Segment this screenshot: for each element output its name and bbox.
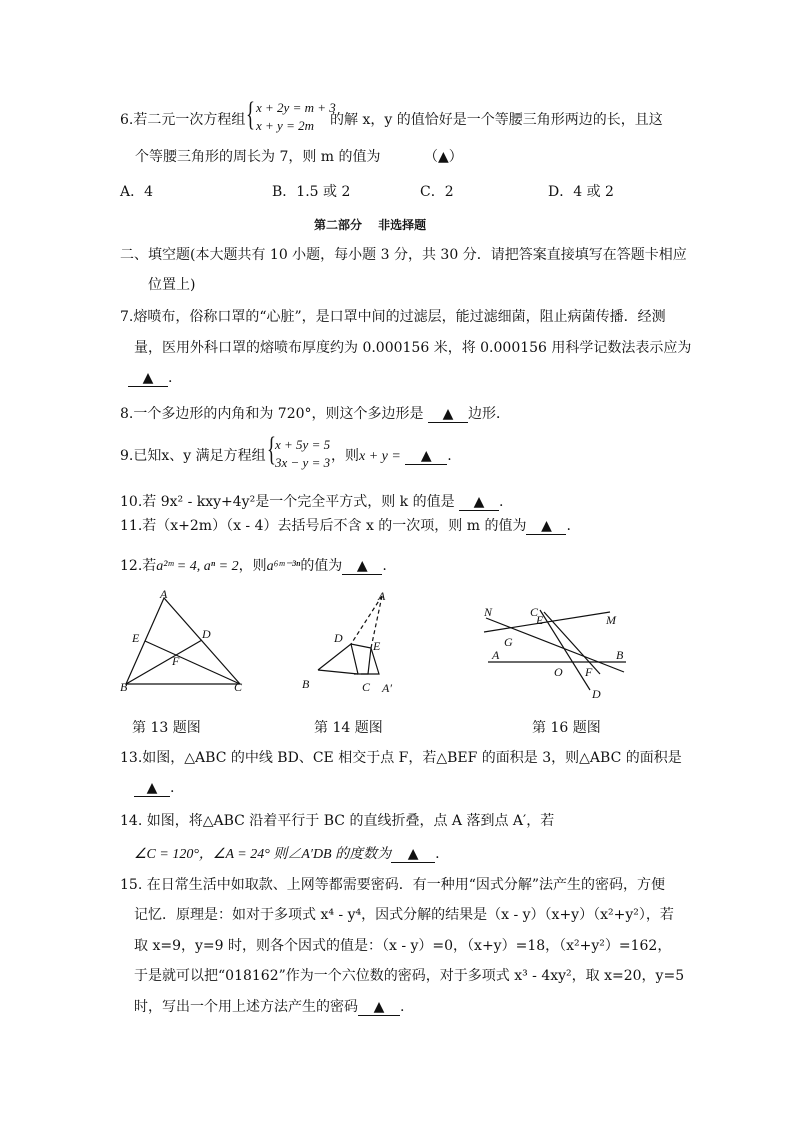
q13-blank[interactable]: ▲: [134, 780, 170, 797]
q9-mid: ，则: [331, 448, 359, 464]
q9-blank[interactable]: ▲: [405, 448, 447, 465]
q9-eq1: x + 5y = 5: [275, 437, 331, 452]
q12-end: .: [382, 558, 387, 574]
fig16-label-g: G: [504, 635, 513, 649]
fig13-label-e: E: [132, 631, 140, 645]
fig16-label-o: O: [554, 665, 563, 679]
q9-end: .: [447, 448, 452, 464]
q7-line1: 7.熔喷布，俗称口罩的“心脏”，是口罩中间的过滤层，能过滤细菌，阻止病菌传播．经测: [120, 309, 666, 325]
q6-suffix: 的解 x，y 的值恰好是一个等腰三角形两边的长，且这: [330, 112, 663, 128]
fig14-label-d: D: [334, 631, 343, 645]
section2-heading-cont: 位置上): [148, 277, 196, 293]
fig13-label-c: C: [234, 680, 243, 694]
q6-option-d: D．4 或 2: [548, 184, 614, 200]
q12-suffix: 的值为: [300, 558, 343, 574]
q12-expr2: a⁶ᵐ⁻³ⁿ: [266, 559, 301, 574]
q6-eq2: x + y = 2m: [256, 118, 314, 133]
fig14-label-a-prime: A′: [382, 681, 392, 695]
q8-end: 边形．: [467, 406, 510, 422]
q9-expr: x + y =: [359, 449, 401, 464]
fig14-label-b: B: [302, 677, 310, 691]
figure-14: [298, 588, 408, 698]
q14-end: .: [435, 846, 440, 862]
q14-line1: 14. 如图，将△ABC 沿着平行于 BC 的直线折叠，点 A 落到点 A′，若: [120, 813, 555, 829]
q12-line: [120, 557, 387, 576]
q8-blank[interactable]: ▲: [428, 406, 468, 423]
q8-text: 8.一个多边形的内角和为 720°，则这个多边形是: [120, 406, 424, 422]
q10-end: .: [499, 494, 504, 510]
q10-line: [120, 493, 504, 511]
q7-end: .: [168, 370, 173, 386]
q14-line2-text: ∠C = 120°，∠A = 24° 则∠A′DB 的度数为: [134, 847, 392, 862]
fig13-label-a: A: [160, 587, 168, 601]
figure-13: [112, 588, 252, 698]
fig13-triangle-abc: [126, 598, 240, 684]
q15-blank[interactable]: ▲: [358, 999, 400, 1016]
q8-line: [120, 405, 510, 423]
q11-end: .: [566, 518, 571, 534]
fig16-label-f: F: [585, 665, 593, 679]
fig16-label-e: E: [536, 613, 544, 627]
caption-fig14: 第 14 题图: [314, 720, 383, 736]
fig14-fold-dc: [351, 644, 358, 674]
q15-line3: 取 x=9，y=9 时，则各个因式的值是：（x - y）=0，（x+y）=18，（x²+y²）=162，: [134, 938, 672, 954]
q11-blank[interactable]: ▲: [526, 518, 566, 535]
fig16-label-m: M: [606, 613, 616, 627]
q10-text: 10.若 9x² - kxy+4y²是一个完全平方式，则 k 的值是: [120, 494, 455, 510]
fig13-median-ce: [145, 641, 240, 684]
q6-answer-mark: （▲）: [424, 149, 463, 165]
fig14-folded-outline: [318, 644, 371, 674]
figure-16: [480, 598, 650, 708]
q9-tail: [331, 447, 452, 466]
fig16-line-cd: [540, 610, 590, 690]
fig14-label-c: C: [362, 680, 371, 694]
fig16-label-a: A: [492, 648, 500, 662]
q11-text: 11.若（x+2m）（x - 4）去括号后不含 x 的一次项，则 m 的值为: [120, 518, 527, 534]
fig14-label-e: E: [373, 639, 381, 653]
q7-answer: [128, 369, 172, 387]
q13-end: .: [170, 780, 175, 796]
caption-fig16: 第 16 题图: [532, 720, 601, 736]
q12-expr1: a²ᵐ = 4, aⁿ = 2: [156, 559, 239, 574]
q15-line2: 记忆．原理是：如对于多项式 x⁴ - y⁴，因式分解的结果是（x - y）（x+y）（x²+y²），若: [134, 907, 674, 923]
q6-option-b: B．1.5 或 2: [272, 184, 351, 200]
q7-line2: 量，医用外科口罩的熔喷布厚度约为 0.000156 米，将 0.000156 用科学记数法表示应为: [134, 340, 692, 356]
fig16-label-d: D: [592, 687, 601, 701]
q12-prefix: 12.若: [120, 558, 157, 574]
q14-blank[interactable]: ▲: [391, 846, 435, 863]
q9-prefix: 9.已知x、y 满足方程组: [120, 448, 266, 464]
q15-line5: [134, 998, 404, 1016]
part2-title: 第二部分 非选择题: [314, 218, 427, 232]
fig13-label-d: D: [202, 627, 211, 641]
q6-brace: {: [246, 96, 255, 133]
caption-fig13: 第 13 题图: [132, 720, 201, 736]
fig13-label-b: B: [120, 680, 128, 694]
q9-eq2: 3x − y = 3: [275, 455, 331, 470]
q7-blank[interactable]: ▲: [128, 370, 168, 387]
q13-answer: [134, 779, 174, 797]
fig14-base-bc: [318, 670, 358, 674]
q12-mid: ，则: [238, 558, 267, 574]
q15-line1: 15. 在日常生活中如取款、上网等都需要密码．有一种用“因式分解”法产生的密码，方便: [120, 877, 666, 893]
q15-line5-text: 时，写出一个用上述方法产生的密码: [134, 999, 358, 1015]
fig13-label-f: F: [172, 654, 180, 668]
fig16-label-b: B: [616, 648, 624, 662]
q10-blank[interactable]: ▲: [459, 494, 499, 511]
fig16-label-n: N: [484, 605, 493, 619]
q6-eq1: x + 2y = m + 3: [256, 100, 336, 115]
q15-end: .: [400, 999, 405, 1015]
q6-prefix: 6.若二元一次方程组: [120, 112, 246, 128]
q11-line: [120, 517, 571, 535]
q14-line2: [134, 845, 440, 864]
q6-option-c: C．2: [420, 184, 454, 200]
q9-brace: {: [267, 431, 276, 468]
q13-line1: 13.如图，△ABC 的中线 BD、CE 相交于点 F，若△BEF 的面积是 3，则△ABC 的面积是: [120, 750, 682, 766]
fig14-label-a: A: [378, 589, 386, 603]
section2-heading: 二、填空题(本大题共有 10 小题，每小题 3 分，共 30 分．请把答案直接填写在答题卡相应: [120, 247, 687, 263]
q15-line4: 于是就可以把“018162”作为一个六位数的密码，对于多项式 x³ - 4xy²，取 x=20，y=5: [134, 968, 685, 984]
q6-option-a: A．4: [120, 184, 154, 200]
fig16-label-c: C: [530, 605, 539, 619]
q12-blank[interactable]: ▲: [342, 558, 382, 575]
q6-line2: 个等腰三角形的周长为 7，则 m 的值为: [135, 149, 381, 165]
